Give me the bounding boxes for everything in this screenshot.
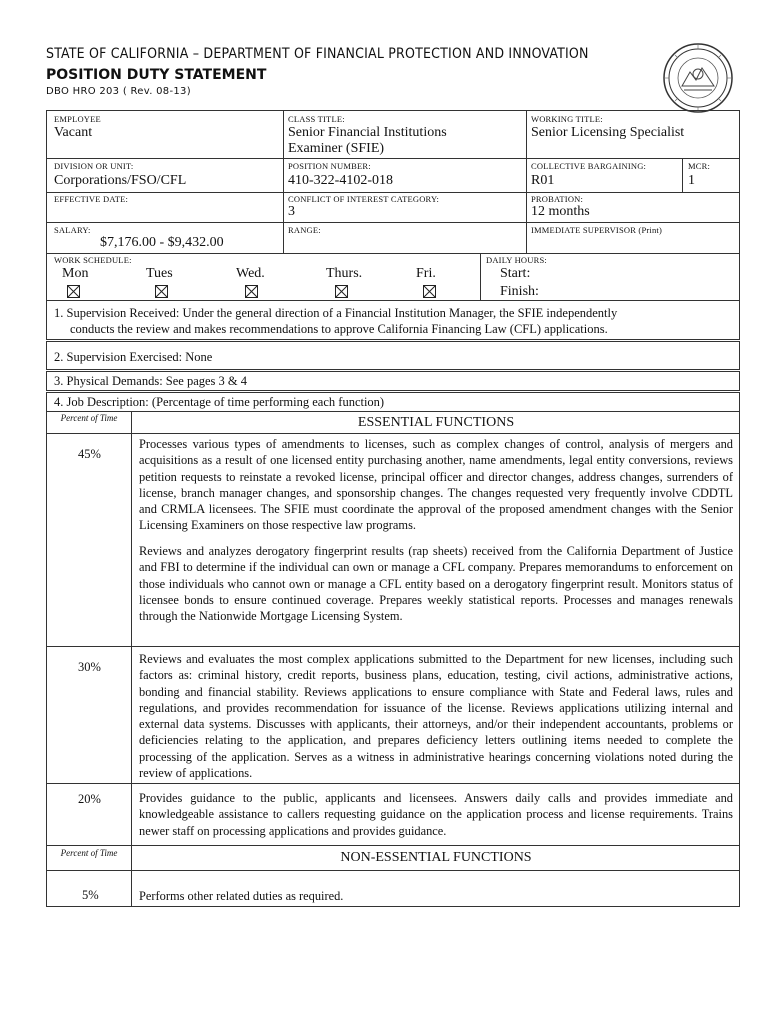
- functions-divider: [46, 433, 740, 434]
- bargaining-label: COLLECTIVE BARGAINING:: [531, 161, 647, 171]
- function-3-para-1: Provides guidance to the public, applicants and licensees. Answers daily calls and provides immediate and knowledgeable assistance to callers requesting guidance on the application process and license requirements. Trains newer staff on processing applications and provides guidance.: [139, 791, 733, 838]
- working-title-label: WORKING TITLE:: [531, 114, 603, 124]
- day-thurs: Thurs.: [326, 266, 363, 281]
- position-number-value: 410-322-4102-018: [288, 173, 393, 188]
- functions-divider: [46, 845, 740, 846]
- essential-functions-title: ESSENTIAL FUNCTIONS: [357, 415, 515, 430]
- agency-heading: STATE OF CALIFORNIA – DEPARTMENT OF FINANCIAL PROTECTION AND INNOVATION: [46, 46, 589, 62]
- division-value: Corporations/FSO/CFL: [54, 173, 187, 188]
- percent-of-time-header: Percent of Time: [60, 413, 118, 423]
- class-title-value-line2: Examiner (SFIE): [288, 141, 385, 156]
- class-title-label: CLASS TITLE:: [288, 114, 345, 124]
- fri-checkbox-icon[interactable]: [423, 285, 436, 298]
- day-fri: Fri.: [416, 266, 436, 281]
- supervision-received-line1: 1. Supervision Received: Under the general direction of a Financial Institution Manager, the SFIE independently: [54, 306, 618, 320]
- document-title: POSITION DUTY STATEMENT: [46, 67, 267, 83]
- salary-value: $7,176.00 - $9,432.00: [100, 235, 224, 250]
- percent-of-time-header-2: Percent of Time: [60, 848, 118, 858]
- effective-date-label: EFFECTIVE DATE:: [54, 194, 129, 204]
- employee-label: EMPLOYEE: [54, 114, 101, 124]
- non-essential-functions-title: NON-ESSENTIAL FUNCTIONS: [340, 850, 532, 865]
- functions-divider: [131, 411, 132, 907]
- wed-checkbox-icon[interactable]: [245, 285, 258, 298]
- state-seal-icon: [662, 42, 734, 114]
- class-title-value-line1: Senior Financial Institutions: [288, 125, 447, 140]
- grid-divider: [46, 158, 740, 159]
- day-mon: Mon: [62, 266, 89, 281]
- start-label: Start:: [500, 266, 531, 281]
- grid-divider: [283, 110, 284, 254]
- non-essential-text: Performs other related duties as required.: [139, 889, 344, 903]
- form-id: DBO HRO 203 ( Rev. 08-13): [46, 86, 191, 97]
- function-2-percent: 30%: [78, 660, 101, 674]
- functions-divider: [46, 870, 740, 871]
- grid-divider: [526, 110, 527, 254]
- salary-label: SALARY:: [54, 225, 91, 235]
- function-1-para-1: Processes various types of amendments to licenses, such as complex changes of control, analysis of mergers and acquisitions as a result of one licensed entity purchasing another, name amendments, legal entity conversions, reviews petition requests to reinstate a revoked license, principal officer and director changes, address changes, surrenders of license, branch manager changes, and sponsorship changes. The changes requested very frequently involve CDDTL and CRMLA licensees. The SFIE must coordinate the approval of the proposed amendment changes with the Senior Licensing Examiners on those respective law programs.: [139, 437, 733, 533]
- function-1-para-2: Reviews and analyzes derogatory fingerprint results (rap sheets) received from the California Department of Justice and FBI to determine if the individual can own or manage a CFL company. Prepares memorandums to enforcement on those individuals who cannot own or manage a CFL entity based on a derogatory fingerprint result. Monitors status of licensee bonds to ensure continued coverage. Prepares weekly statistical reports. Processes and manages renewals through the Nationwide Mortgage Licensing System.: [139, 544, 733, 624]
- finish-label: Finish:: [500, 284, 539, 299]
- probation-value: 12 months: [531, 204, 590, 219]
- job-description-text: 4. Job Description: (Percentage of time performing each function): [54, 395, 385, 409]
- functions-divider: [46, 783, 740, 784]
- supervision-exercised-text: 2. Supervision Exercised: None: [54, 350, 213, 364]
- physical-demands-text: 3. Physical Demands: See pages 3 & 4: [54, 374, 248, 388]
- position-number-label: POSITION NUMBER:: [288, 161, 371, 171]
- supervision-received-line2: conducts the review and makes recommendations to approve California Financing Law (CFL) applications.: [70, 322, 608, 336]
- non-essential-percent: 5%: [82, 888, 99, 902]
- conflict-value: 3: [288, 204, 295, 219]
- mon-checkbox-icon[interactable]: [67, 285, 80, 298]
- function-3-percent: 20%: [78, 792, 101, 806]
- working-title-value: Senior Licensing Specialist: [531, 125, 685, 140]
- work-schedule-label: WORK SCHEDULE:: [54, 255, 132, 265]
- function-2-para-1: Reviews and evaluates the most complex applications submitted to the Department for new licenses, including such factors as: criminal history, credit reports, business plans, education, testing, civil actions, administrative actions, bonding and financial stability. Reviews applications to ensure compliance with State and Federal laws, rules and regulations, and provides recommendation for issuance of the license. Reviews applications utilizing internal and external data systems. Discusses with applicants, their attorneys, and/or their independent accountants, problems or deficiencies relating to the application, and prepares deficiency letters outlining items needed to complete the processing of the application. Serves as a witness in administrative hearings concerning violations noted during the review of applications.: [139, 652, 733, 781]
- tues-checkbox-icon[interactable]: [155, 285, 168, 298]
- grid-divider: [682, 158, 683, 192]
- mcr-label: MCR:: [688, 161, 711, 171]
- daily-hours-label: DAILY HOURS:: [486, 255, 547, 265]
- functions-divider: [46, 646, 740, 647]
- bargaining-value: R01: [531, 173, 555, 188]
- conflict-label: CONFLICT OF INTEREST CATEGORY:: [288, 194, 440, 204]
- schedule-divider: [480, 253, 481, 301]
- day-tues: Tues: [146, 266, 173, 281]
- grid-divider: [46, 192, 740, 193]
- division-label: DIVISION OR UNIT:: [54, 161, 134, 171]
- grid-divider: [46, 222, 740, 223]
- function-1-percent: 45%: [78, 447, 101, 461]
- range-label: RANGE:: [288, 225, 321, 235]
- thurs-checkbox-icon[interactable]: [335, 285, 348, 298]
- probation-label: PROBATION:: [531, 194, 584, 204]
- day-wed: Wed.: [236, 266, 265, 281]
- employee-value: Vacant: [54, 125, 93, 140]
- supervisor-label: IMMEDIATE SUPERVISOR (Print): [531, 225, 663, 235]
- mcr-value: 1: [688, 173, 695, 188]
